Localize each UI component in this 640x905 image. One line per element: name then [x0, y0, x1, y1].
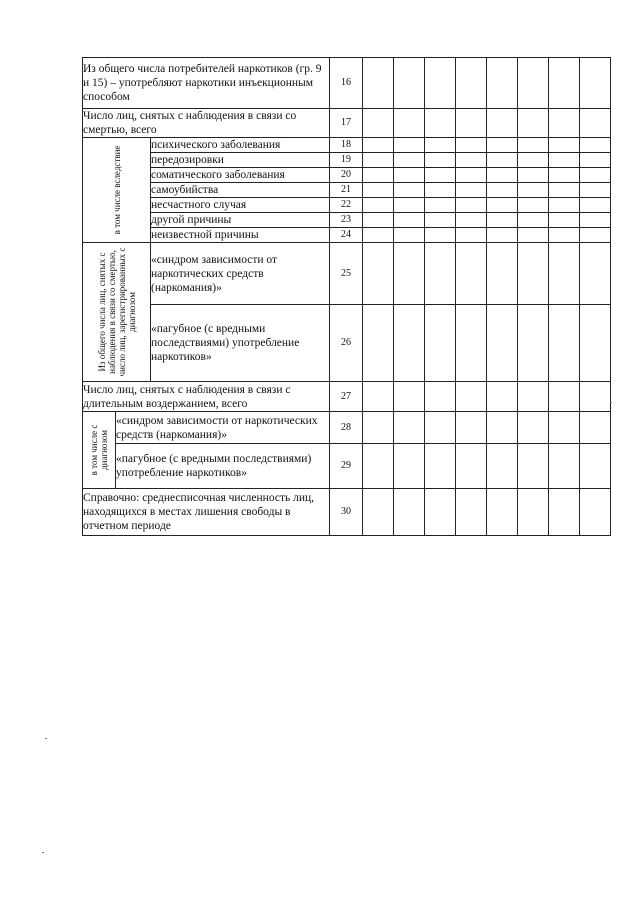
data-cell[interactable] [518, 382, 549, 412]
row-label: соматического заболевания [151, 168, 330, 183]
data-cell[interactable] [363, 382, 394, 412]
data-cell[interactable] [487, 243, 518, 305]
group-label-text: в том числе вследствие [111, 145, 122, 235]
row-label: самоубийства [151, 183, 330, 198]
group-label-text: Из общего числа лиц, снятых с наблюдения в связи со смертью, число лиц, зарегистрированных с диагнозом [96, 247, 137, 377]
data-cell[interactable] [549, 305, 580, 382]
row-label: Число лиц, снятых с наблюдения в связи с длительным воздержанием, всего [83, 382, 330, 412]
table-row [83, 58, 611, 109]
data-cell[interactable] [456, 444, 487, 489]
data-cell[interactable] [580, 198, 611, 213]
data-cell[interactable] [425, 444, 456, 489]
data-cell[interactable] [549, 183, 580, 198]
data-cell[interactable] [518, 412, 549, 444]
row-label: неизвестной причины [151, 228, 330, 243]
table-row [83, 109, 611, 138]
data-cell[interactable] [518, 198, 549, 213]
row-code: 27 [330, 382, 363, 412]
table-row [83, 138, 611, 153]
data-cell[interactable] [425, 168, 456, 183]
scan-speck [610, 402, 612, 403]
data-cell[interactable] [425, 412, 456, 444]
table-row [83, 444, 611, 489]
data-cell[interactable] [549, 489, 580, 536]
data-cell[interactable] [456, 168, 487, 183]
data-cell[interactable] [518, 153, 549, 168]
group-label-text: в том числе с диагнозом [89, 424, 109, 476]
data-cell[interactable] [549, 412, 580, 444]
data-cell[interactable] [580, 138, 611, 153]
data-cell[interactable] [487, 444, 518, 489]
row-label: «синдром зависимости от наркотических средств (наркомания)» [116, 412, 330, 444]
row-label: другой причины [151, 213, 330, 228]
data-cell[interactable] [425, 213, 456, 228]
data-cell[interactable] [580, 153, 611, 168]
row-code: 20 [330, 168, 363, 183]
table-row [83, 228, 611, 243]
data-cell[interactable] [487, 213, 518, 228]
data-cell[interactable] [394, 168, 425, 183]
data-cell[interactable] [425, 138, 456, 153]
data-cell[interactable] [394, 305, 425, 382]
data-cell[interactable] [549, 153, 580, 168]
data-cell[interactable] [425, 153, 456, 168]
data-cell[interactable] [363, 153, 394, 168]
data-cell[interactable] [363, 109, 394, 138]
data-cell[interactable] [456, 183, 487, 198]
data-cell[interactable] [487, 168, 518, 183]
data-cell[interactable] [487, 138, 518, 153]
data-cell[interactable] [487, 489, 518, 536]
data-cell[interactable] [363, 305, 394, 382]
data-cell[interactable] [363, 213, 394, 228]
data-cell[interactable] [580, 228, 611, 243]
data-cell[interactable] [394, 444, 425, 489]
data-cell[interactable] [363, 228, 394, 243]
row-label: Число лиц, снятых с наблюдения в связи со смертью, всего [83, 109, 330, 138]
row-code: 16 [330, 58, 363, 109]
data-cell[interactable] [425, 183, 456, 198]
row-code: 23 [330, 213, 363, 228]
data-cell[interactable] [518, 138, 549, 153]
data-cell[interactable] [487, 183, 518, 198]
data-cell[interactable] [487, 305, 518, 382]
data-cell[interactable] [456, 489, 487, 536]
row-code: 28 [330, 412, 363, 444]
table-row [83, 168, 611, 183]
data-cell[interactable] [487, 198, 518, 213]
data-cell[interactable] [580, 183, 611, 198]
row-code: 17 [330, 109, 363, 138]
data-cell[interactable] [518, 243, 549, 305]
data-cell[interactable] [518, 444, 549, 489]
data-cell[interactable] [425, 109, 456, 138]
data-cell[interactable] [425, 382, 456, 412]
data-cell[interactable] [363, 444, 394, 489]
data-cell[interactable] [487, 412, 518, 444]
data-cell[interactable] [580, 489, 611, 536]
table-row [83, 153, 611, 168]
data-cell[interactable] [394, 489, 425, 536]
data-cell[interactable] [549, 228, 580, 243]
data-cell[interactable] [549, 109, 580, 138]
data-cell[interactable] [518, 228, 549, 243]
data-cell[interactable] [394, 228, 425, 243]
table-row [83, 243, 611, 305]
data-cell[interactable] [394, 243, 425, 305]
data-cell[interactable] [425, 243, 456, 305]
data-cell[interactable] [394, 213, 425, 228]
data-cell[interactable] [394, 198, 425, 213]
data-cell[interactable] [580, 243, 611, 305]
data-cell[interactable] [580, 58, 611, 109]
data-cell[interactable] [456, 153, 487, 168]
table-row [83, 213, 611, 228]
data-cell[interactable] [456, 213, 487, 228]
data-cell[interactable] [456, 243, 487, 305]
data-cell[interactable] [394, 382, 425, 412]
row-label: «пагубное (с вредными последствиями) употребление наркотиков» [151, 305, 330, 382]
data-cell[interactable] [549, 58, 580, 109]
data-cell[interactable] [580, 305, 611, 382]
data-cell[interactable] [363, 489, 394, 536]
data-cell[interactable] [394, 138, 425, 153]
data-cell[interactable] [487, 153, 518, 168]
table-row [83, 412, 611, 444]
data-cell[interactable] [456, 198, 487, 213]
data-cell[interactable] [363, 183, 394, 198]
data-cell[interactable] [487, 58, 518, 109]
row-code: 18 [330, 138, 363, 153]
data-cell[interactable] [456, 138, 487, 153]
data-cell[interactable] [518, 109, 549, 138]
data-cell[interactable] [394, 58, 425, 109]
row-label: передозировки [151, 153, 330, 168]
row-label: психического заболевания [151, 138, 330, 153]
data-cell[interactable] [425, 305, 456, 382]
data-cell[interactable] [456, 228, 487, 243]
data-cell[interactable] [487, 382, 518, 412]
data-cell[interactable] [363, 243, 394, 305]
data-cell[interactable] [456, 382, 487, 412]
data-cell[interactable] [549, 444, 580, 489]
table-row [83, 382, 611, 412]
data-cell[interactable] [363, 168, 394, 183]
table-row [83, 489, 611, 536]
data-cell[interactable] [549, 138, 580, 153]
data-cell[interactable] [456, 109, 487, 138]
report-form-table [82, 57, 611, 536]
data-cell[interactable] [580, 213, 611, 228]
row-label: «пагубное (с вредными последствиями) употребление наркотиков» [116, 444, 330, 489]
row-label: несчастного случая [151, 198, 330, 213]
row-label: «синдром зависимости от наркотических средств (наркомания)» [151, 243, 330, 305]
data-cell[interactable] [363, 138, 394, 153]
data-cell[interactable] [425, 228, 456, 243]
row-label: Справочно: среднесписочная численность лиц, находящихся в местах лишения свободы в отчетном периоде [83, 489, 330, 536]
row-code: 25 [330, 243, 363, 305]
table-row [83, 183, 611, 198]
data-cell[interactable] [549, 382, 580, 412]
table-row [83, 305, 611, 382]
data-cell[interactable] [456, 305, 487, 382]
data-cell[interactable] [425, 489, 456, 536]
data-cell[interactable] [425, 58, 456, 109]
table-row [83, 198, 611, 213]
data-cell[interactable] [394, 412, 425, 444]
scan-speck [45, 738, 47, 739]
data-cell[interactable] [580, 382, 611, 412]
data-cell[interactable] [518, 213, 549, 228]
data-cell[interactable] [518, 183, 549, 198]
data-cell[interactable] [518, 489, 549, 536]
data-cell[interactable] [549, 213, 580, 228]
row-code: 24 [330, 228, 363, 243]
data-cell[interactable] [518, 305, 549, 382]
data-cell[interactable] [487, 228, 518, 243]
data-cell[interactable] [394, 153, 425, 168]
data-cell[interactable] [363, 198, 394, 213]
data-cell[interactable] [580, 109, 611, 138]
data-cell[interactable] [549, 243, 580, 305]
data-cell[interactable] [487, 109, 518, 138]
group-label-abstinence-diagnosis [83, 412, 116, 489]
data-cell[interactable] [549, 168, 580, 183]
data-cell[interactable] [580, 444, 611, 489]
data-cell[interactable] [363, 412, 394, 444]
group-label-death-diagnosis [83, 243, 151, 382]
data-cell[interactable] [518, 168, 549, 183]
scan-speck [42, 852, 44, 853]
data-cell[interactable] [425, 198, 456, 213]
row-code: 26 [330, 305, 363, 382]
data-cell[interactable] [394, 183, 425, 198]
data-cell[interactable] [456, 412, 487, 444]
data-cell[interactable] [549, 198, 580, 213]
row-code: 30 [330, 489, 363, 536]
data-cell[interactable] [456, 58, 487, 109]
row-code: 19 [330, 153, 363, 168]
data-cell[interactable] [394, 109, 425, 138]
data-cell[interactable] [518, 58, 549, 109]
data-cell[interactable] [580, 168, 611, 183]
row-code: 22 [330, 198, 363, 213]
group-label-death-causes [83, 138, 151, 243]
data-cell[interactable] [363, 58, 394, 109]
row-code: 21 [330, 183, 363, 198]
data-cell[interactable] [580, 412, 611, 444]
row-label: Из общего числа потребителей наркотиков (гр. 9 и 15) – употребляют наркотики инъекционным способом [83, 58, 330, 109]
row-code: 29 [330, 444, 363, 489]
